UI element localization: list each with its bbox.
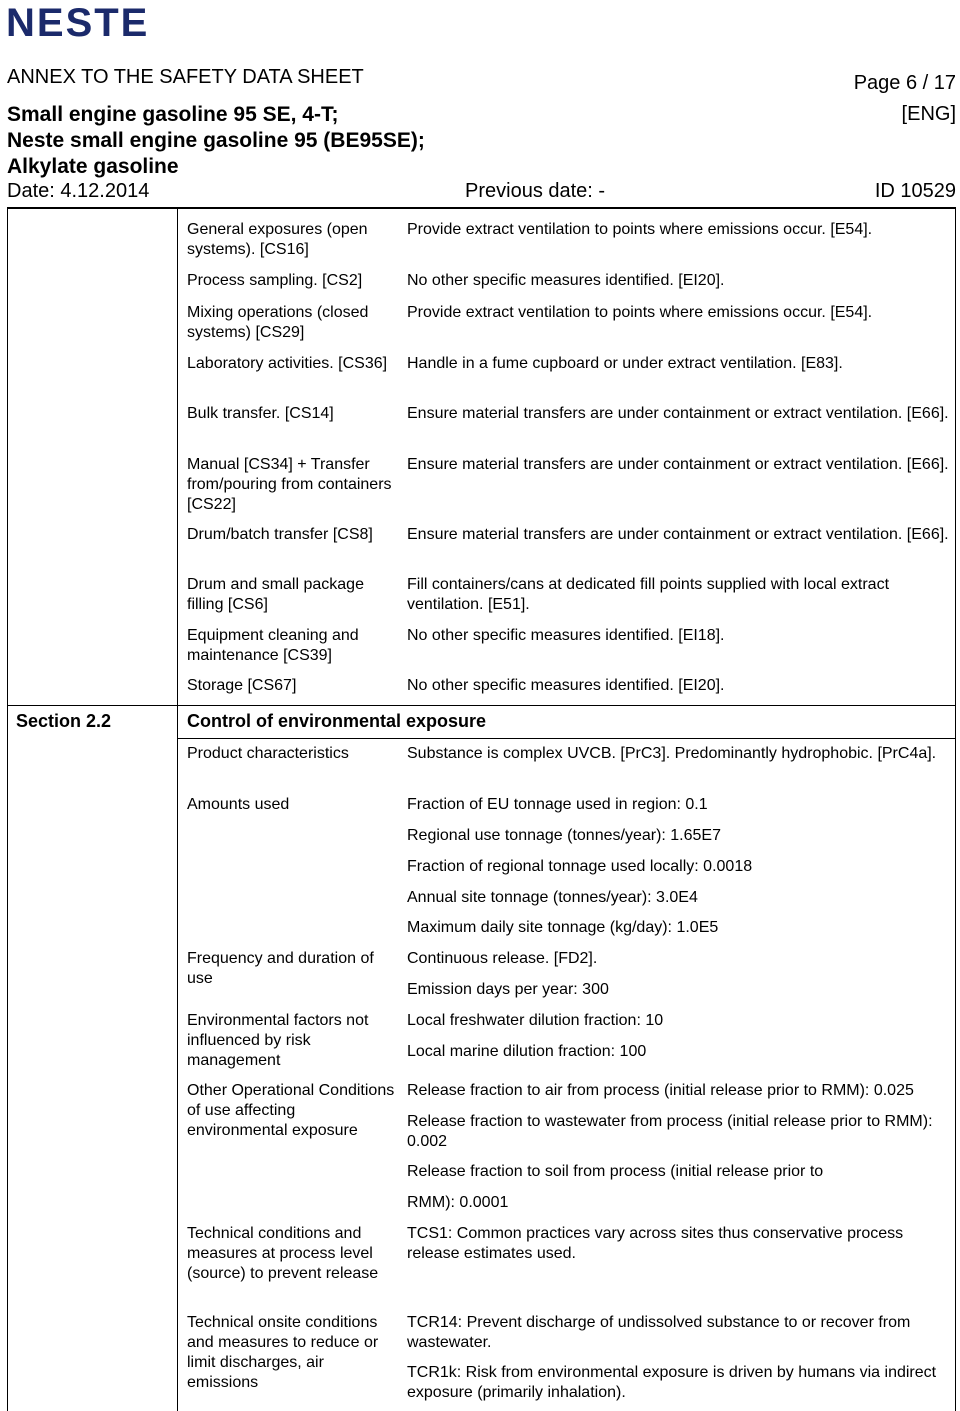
worker-row-label: Laboratory activities. [CS36]	[187, 355, 388, 372]
worker-row-measure: Ensure material transfers are under containment or extract ventilation. [E66].	[407, 405, 949, 422]
worker-row-measure: Fill containers/cans at dedicated fill points supplied with local extract ventilation. [E51].	[407, 576, 890, 613]
table-left-border	[7, 209, 8, 1411]
header-divider	[7, 207, 956, 209]
env-row-value: Maximum daily site tonnage (kg/day): 1.0E5	[407, 919, 719, 936]
annex-title: ANNEX TO THE SAFETY DATA SHEET	[7, 66, 364, 88]
worker-row-measure: Ensure material transfers are under containment or extract ventilation. [E66].	[407, 456, 949, 473]
issue-date: Date: 4.12.2014	[7, 180, 150, 202]
env-row-value: Annual site tonnage (tonnes/year): 3.0E4	[407, 889, 698, 906]
worker-row-label: Storage [CS67]	[187, 677, 297, 694]
env-row-label: Frequency and duration of use	[187, 950, 374, 987]
env-row-label: Technical onsite conditions and measures to reduce or limit discharges, air emissions	[187, 1314, 379, 1391]
worker-row-measure: No other specific measures identified. [EI20].	[407, 677, 725, 694]
env-row-label: Environmental factors not influenced by risk management	[187, 1012, 369, 1069]
product-name-line-3: Alkylate gasoline	[7, 155, 179, 178]
env-row-value: Local freshwater dilution fraction: 10	[407, 1012, 664, 1029]
worker-row-measure: Provide extract ventilation to points where emissions occur. [E54].	[407, 304, 873, 321]
worker-row-measure: Ensure material transfers are under containment or extract ventilation. [E66].	[407, 526, 949, 543]
env-row-label: Other Operational Conditions of use affecting environmental exposure	[187, 1082, 395, 1139]
env-row-value: Regional use tonnage (tonnes/year): 1.65E7	[407, 827, 721, 844]
worker-row-label: Process sampling. [CS2]	[187, 272, 363, 289]
env-row-value: Release fraction to soil from process (initial release prior to	[407, 1163, 824, 1180]
worker-row-label: Mixing operations (closed systems) [CS29]	[187, 304, 369, 341]
env-row-label: Technical conditions and measures at process level (source) to prevent release	[187, 1225, 379, 1282]
worker-row-label: Drum and small package filling [CS6]	[187, 576, 364, 613]
logo-text: NESTE	[6, 2, 150, 42]
env-row-value: Release fraction to wastewater from process (initial release prior to RMM): 0.002	[407, 1113, 933, 1150]
env-row-value: Fraction of EU tonnage used in region: 0.1	[407, 796, 708, 813]
env-row-value: TCR1k: Risk from environmental exposure is driven by humans via indirect exposure (primarily inhalation).	[407, 1364, 937, 1401]
env-row-value: RMM): 0.0001	[407, 1194, 509, 1211]
worker-row-label: Manual [CS34] + Transfer from/pouring from containers [CS22]	[187, 456, 392, 513]
section-title-underline	[177, 738, 956, 739]
worker-row-label: General exposures (open systems). [CS16]	[187, 221, 368, 258]
section-number: Section 2.2	[16, 711, 112, 731]
worker-row-measure: No other specific measures identified. [EI20].	[407, 272, 725, 289]
worker-row-measure: Provide extract ventilation to points where emissions occur. [E54].	[407, 221, 873, 238]
language-code: [ENG]	[901, 103, 956, 125]
env-row-value: Fraction of regional tonnage used locally: 0.0018	[407, 858, 753, 875]
env-row-label: Product characteristics	[187, 745, 349, 762]
worker-row-label: Bulk transfer. [CS14]	[187, 405, 334, 422]
env-row-value: Release fraction to air from process (initial release prior to RMM): 0.025	[407, 1082, 914, 1099]
env-row-value: Local marine dilution fraction: 100	[407, 1043, 647, 1060]
table-right-border	[955, 209, 956, 1411]
neste-logo	[6, 2, 196, 42]
document-id: ID 10529	[874, 180, 956, 202]
worker-row-label: Equipment cleaning and maintenance [CS39]	[187, 627, 359, 664]
table-column-divider	[177, 209, 178, 1411]
section-top-border	[7, 705, 956, 706]
worker-row-label: Drum/batch transfer [CS8]	[187, 526, 373, 543]
env-row-value: TCS1: Common practices vary across sites thus conservative process release estimates used.	[407, 1225, 904, 1262]
product-name-line-2: Neste small engine gasoline 95 (BE95SE);	[7, 129, 425, 152]
env-row-value: TCR14: Prevent discharge of undissolved substance to or recover from wastewater.	[407, 1314, 911, 1351]
worker-row-measure: No other specific measures identified. [EI18].	[407, 627, 725, 644]
env-row-value: Substance is complex UVCB. [PrC3]. Predominantly hydrophobic. [PrC4a].	[407, 745, 937, 762]
env-row-label: Amounts used	[187, 796, 290, 813]
env-row-value: Emission days per year: 300	[407, 981, 609, 998]
env-row-value: Continuous release. [FD2].	[407, 950, 598, 967]
product-name-line-1: Small engine gasoline 95 SE, 4-T;	[7, 103, 339, 126]
worker-row-measure: Handle in a fume cupboard or under extract ventilation. [E83].	[407, 355, 843, 372]
page-number: Page 6 / 17	[853, 72, 956, 94]
previous-date: Previous date: -	[465, 180, 606, 202]
section-title: Control of environmental exposure	[187, 711, 487, 731]
